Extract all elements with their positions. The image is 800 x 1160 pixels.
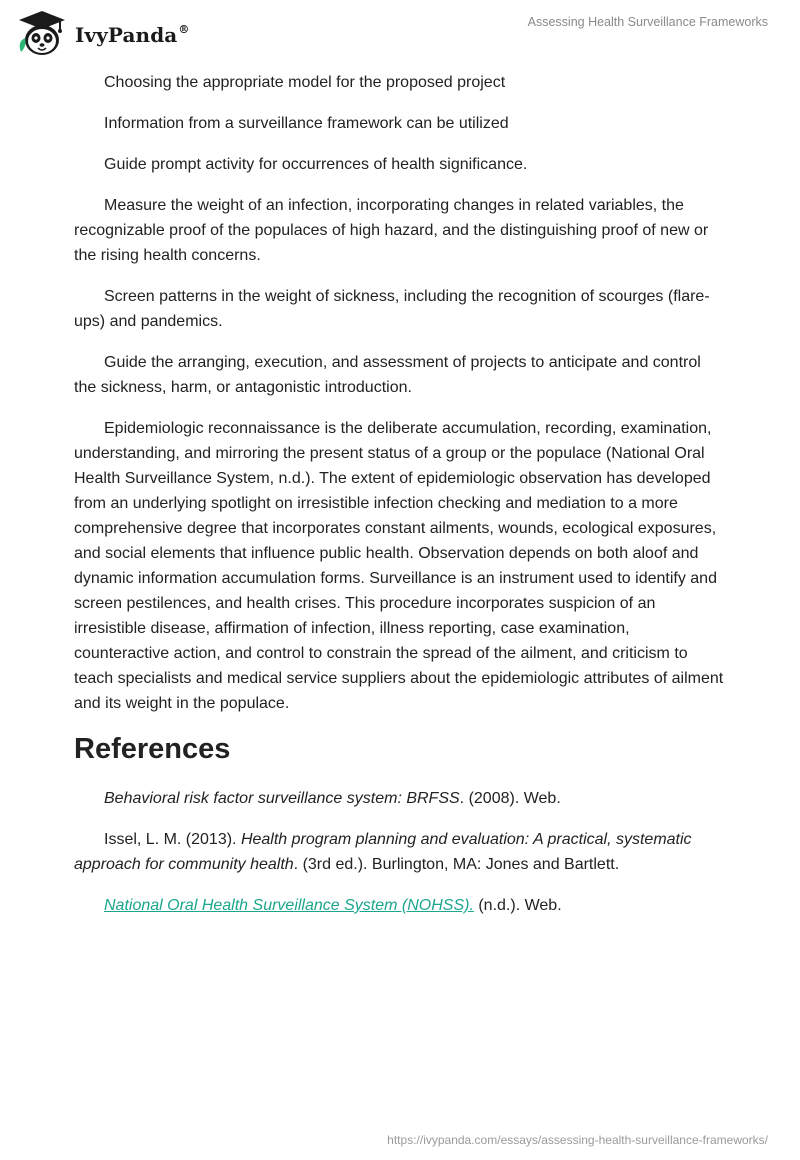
document-title: Assessing Health Surveillance Frameworks — [527, 15, 768, 29]
reference-author: Issel, L. M. (2013). — [104, 831, 241, 848]
paragraph: Screen patterns in the weight of sickness, including the recognition of scourges (flare-ups) and pandemics. — [74, 288, 710, 330]
reference-details: . (2008). Web. — [459, 790, 561, 807]
essay-content — [74, 70, 726, 934]
reference-title: Behavioral risk factor surveillance system: BRFSS — [104, 790, 460, 807]
reference-item — [74, 827, 726, 877]
logo-wordmark: IvyPanda® — [75, 23, 190, 47]
paragraph: Epidemiologic reconnaissance is the deliberate accumulation, recording, examination, understanding, and mirroring the present status of a group or the populace (National Oral Health Surveillance System, n.d.). The extent of epidemiologic observation has developed from an underlying spotlight on irresistible infection checking and mediation to a more comprehensive degree that incorporates constant ailments, wounds, ecological exposures, and social elements that influence public health. Observation depends on both aloof and dynamic information accumulation forms. Surveillance is an instrument used to identify and screen pestilences, and health crises. This procedure incorporates suspicion of an irresistible disease, affirmation of infection, illness reporting, case examination, counteractive action, and control to constrain the spread of the ailment, and criticism to teach specialists and medical service suppliers about the epidemiologic attributes of ailment and its weight in the populace. — [74, 420, 724, 712]
paragraph: Guide the arranging, execution, and assessment of projects to anticipate and control the sickness, harm, or antagonistic introduction. — [74, 354, 701, 396]
paragraph: Measure the weight of an infection, incorporating changes in related variables, the recognizable proof of the populaces of high hazard, and the distinguishing proof of new or the rising health concerns. — [74, 197, 709, 264]
reference-link-nohss[interactable]: National Oral Health Surveillance System (NOHSS). — [104, 897, 474, 914]
reference-item — [74, 786, 726, 811]
reference-title: Health program planning and evaluation: A practical, systematic approach for community health — [74, 831, 692, 873]
page-header — [0, 0, 800, 62]
reference-details: (n.d.). Web. — [473, 897, 562, 914]
panda-graduate-icon — [15, 8, 73, 58]
paragraph: Guide prompt activity for occurrences of health significance. — [104, 156, 528, 173]
reference-details: . (3rd ed.). Burlington, MA: Jones and Bartlett. — [293, 856, 620, 873]
references-heading: References — [74, 733, 231, 765]
reference-item — [74, 893, 726, 918]
source-url: https://ivypanda.com/essays/assessing-health-surveillance-frameworks/ — [387, 1133, 768, 1147]
ivypanda-logo[interactable] — [15, 8, 189, 58]
paragraph: Information from a surveillance framework can be utilized — [104, 115, 509, 132]
paragraph: Choosing the appropriate model for the proposed project — [104, 74, 506, 91]
